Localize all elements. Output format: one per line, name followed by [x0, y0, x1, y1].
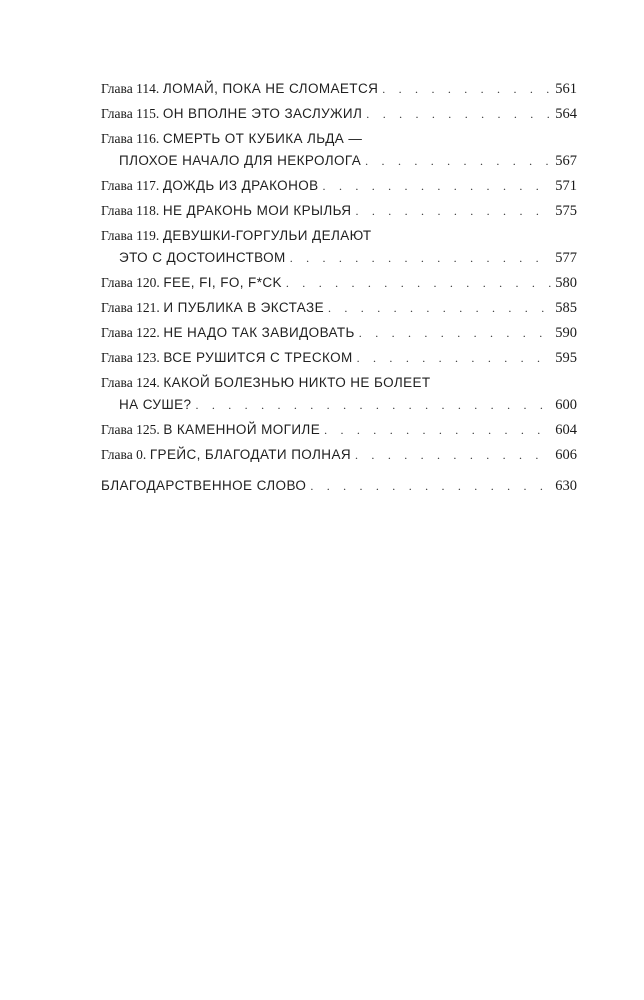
- toc-entry: [101, 419, 577, 441]
- toc-entry-line: [101, 225, 577, 247]
- dot-leader: [323, 175, 552, 197]
- toc-entry: [101, 272, 577, 294]
- chapter-number: Глава 114.: [101, 81, 160, 96]
- chapter-title: ДЕВУШКИ-ГОРГУЛЬИ ДЕЛАЮТ: [162, 228, 372, 243]
- chapter-title: ОН ВПОЛНЕ ЭТО ЗАСЛУЖИЛ: [162, 106, 363, 121]
- page-number: 564: [555, 106, 577, 122]
- toc-entry: [101, 175, 577, 197]
- page-number: 585: [555, 300, 577, 316]
- page-number: 604: [555, 422, 577, 438]
- chapter-title: НЕ НАДО ТАК ЗАВИДОВАТЬ: [163, 325, 355, 340]
- toc-entry-line: [101, 475, 577, 497]
- dot-leader: [366, 103, 551, 125]
- chapter-number: Глава 119.: [101, 228, 160, 243]
- toc-entry: [101, 225, 577, 269]
- chapter-number: Глава 121.: [101, 300, 160, 315]
- toc-entry-line: [101, 297, 577, 319]
- toc-entry: [101, 297, 577, 319]
- dot-leader: [359, 322, 551, 344]
- chapter-number: Глава 124.: [101, 375, 160, 390]
- chapter-number: Глава 118.: [101, 203, 160, 218]
- toc-entry: [101, 200, 577, 222]
- toc-entry-line: [101, 247, 577, 269]
- toc-entry-line: [101, 175, 577, 197]
- dot-leader: [357, 347, 552, 369]
- toc-entry-line: [101, 103, 577, 125]
- toc-entry-line: [101, 322, 577, 344]
- chapter-title: КАКОЙ БОЛЕЗНЬЮ НИКТО НЕ БОЛЕЕТ: [163, 375, 431, 390]
- chapter-title: И ПУБЛИКА В ЭКСТАЗЕ: [163, 300, 324, 315]
- page-number: 577: [555, 250, 577, 266]
- page-number: 630: [555, 478, 577, 494]
- toc-entry: [101, 128, 577, 172]
- chapter-title: FEE, FI, FO, F*CK: [163, 275, 282, 290]
- page-number: 600: [555, 397, 577, 413]
- toc-entry: [101, 444, 577, 466]
- page-number: 590: [555, 325, 577, 341]
- dot-leader: [365, 150, 551, 172]
- toc-entry-line: [101, 394, 577, 416]
- chapter-title: СМЕРТЬ ОТ КУБИКА ЛЬДА —: [162, 131, 363, 146]
- dot-leader: [324, 419, 551, 441]
- chapter-title: ГРЕЙС, БЛАГОДАТИ ПОЛНАЯ: [149, 447, 352, 462]
- toc-entry-line: [101, 78, 577, 100]
- chapter-number: Глава 0.: [101, 447, 147, 462]
- chapter-title: В КАМЕННОЙ МОГИЛЕ: [163, 422, 321, 437]
- dot-leader: [382, 78, 551, 100]
- toc-entry-line: [101, 372, 577, 394]
- dot-leader: [290, 247, 552, 269]
- chapter-number: Глава 125.: [101, 422, 160, 437]
- page-number: 606: [555, 447, 577, 463]
- toc-entry-line: [101, 200, 577, 222]
- chapter-number: Глава 123.: [101, 350, 160, 365]
- toc-entry: [101, 372, 577, 416]
- dot-leader: [328, 297, 551, 319]
- toc-entry-line: [101, 150, 577, 172]
- toc-entry-line: [101, 128, 577, 150]
- toc-entry-line: [101, 272, 577, 294]
- page-number: 561: [555, 81, 577, 97]
- table-of-contents: [101, 78, 577, 500]
- toc-entry-line: [101, 444, 577, 466]
- dot-leader: [355, 444, 551, 466]
- chapter-title: НА СУШЕ?: [119, 397, 192, 412]
- dot-leader: [355, 200, 551, 222]
- toc-entry: [101, 347, 577, 369]
- chapter-title: ПЛОХОЕ НАЧАЛО ДЛЯ НЕКРОЛОГА: [119, 153, 362, 168]
- dot-leader: [310, 475, 551, 497]
- chapter-number: Глава 115.: [101, 106, 160, 121]
- chapter-title: ЭТО С ДОСТОИНСТВОМ: [119, 250, 286, 265]
- page-number: 571: [555, 178, 577, 194]
- chapter-number: Глава 117.: [101, 178, 160, 193]
- toc-entry: [101, 103, 577, 125]
- chapter-title: ДОЖДЬ ИЗ ДРАКОНОВ: [162, 178, 319, 193]
- toc-entry-line: [101, 347, 577, 369]
- chapter-number: Глава 116.: [101, 131, 160, 146]
- dot-leader: [286, 272, 551, 294]
- toc-entry: [101, 322, 577, 344]
- toc-entry-line: [101, 419, 577, 441]
- chapter-title: ВСЕ РУШИТСЯ С ТРЕСКОМ: [163, 350, 353, 365]
- dot-leader: [195, 394, 551, 416]
- toc-entry: [101, 475, 577, 497]
- page-number: 580: [555, 275, 577, 291]
- page-number: 575: [555, 203, 577, 219]
- chapter-number: Глава 120.: [101, 275, 160, 290]
- page-number: 595: [555, 350, 577, 366]
- toc-entry: [101, 78, 577, 100]
- chapter-title: БЛАГОДАРСТВЕННОЕ СЛОВО: [101, 478, 307, 493]
- chapter-number: Глава 122.: [101, 325, 160, 340]
- chapter-title: ЛОМАЙ, ПОКА НЕ СЛОМАЕТСЯ: [162, 81, 379, 96]
- page-number: 567: [555, 153, 577, 169]
- chapter-title: НЕ ДРАКОНЬ МОИ КРЫЛЬЯ: [162, 203, 352, 218]
